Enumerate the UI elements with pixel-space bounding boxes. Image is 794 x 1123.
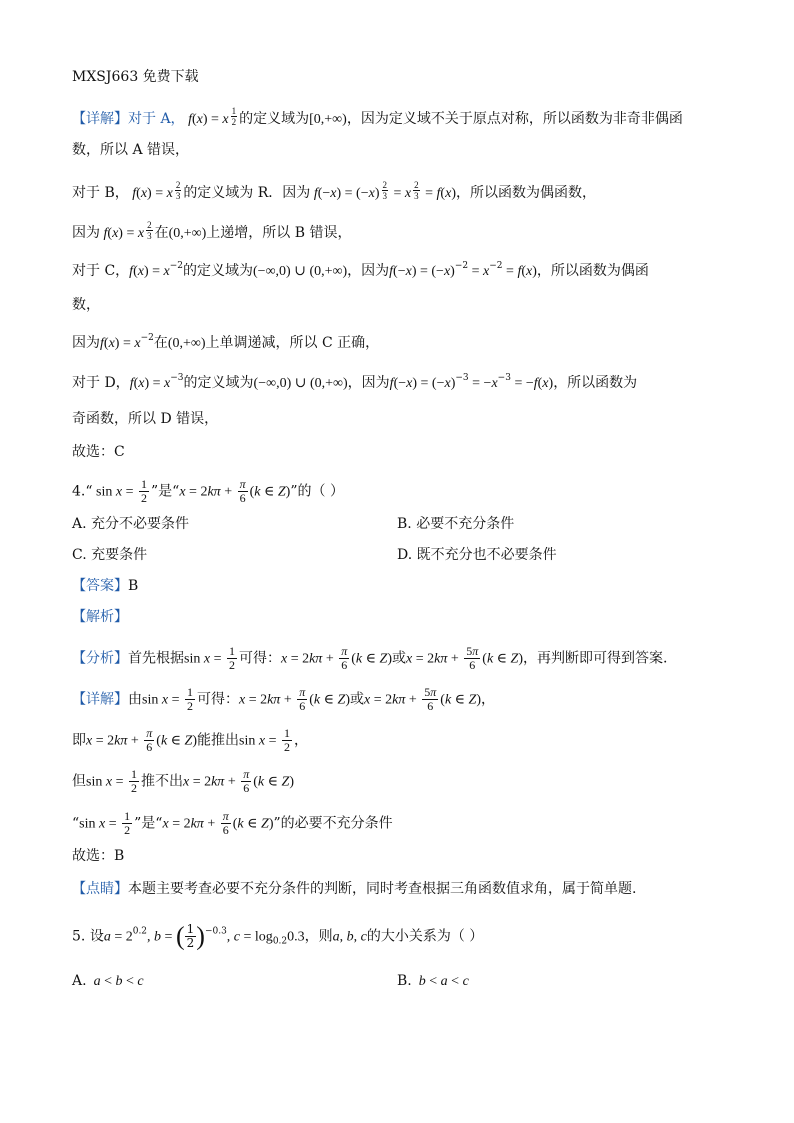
q4-option-a[interactable]: A. 充分不必要条件 (72, 516, 190, 532)
q4-fenxi: 【分析】首先根据sin x = $\frac{1}{2}$ 可得：x = 2kπ + $\frac{\pi}{6}$ (k ∈ Z)或x = 2kπ + $\frac{5\pi}{6}$ (k ∈ Z)，再判断即可得到答案. (72, 644, 668, 672)
q4-option-d[interactable]: D. 既不充分也不必要条件 (397, 547, 557, 563)
q4-answer: 【答案】B (72, 578, 139, 594)
detail-line-7: 因为$f(x) = x^{-2}$在(0,+∞)上单调递减，所以 C 正确， (72, 333, 380, 351)
q5-option-a[interactable]: A. a < b < c (72, 973, 144, 989)
detail-line-8: 对于 D，$f(x) = x^{-3}$的定义域为(−∞,0) ∪ (0,+∞)，因为$f(-x) = (-x)^{-3} = -x^{-3} = -f(x)$，所以函数为 (72, 373, 638, 391)
q4-stem: 4.“ sin x = $\frac{1}{2}$ ”是“x = 2kπ + $\frac{\pi}{6}$ (k ∈ Z)”的（ ） (72, 477, 344, 505)
q4-option-c[interactable]: C. 充要条件 (72, 547, 148, 563)
q4-xiangjie: 【详解】由sin x = $\frac{1}{2}$ 可得：x = 2kπ + $\frac{\pi}{6}$ (k ∈ Z)或x = 2kπ + $\frac{5\pi}{6}$ (k ∈ Z)， (72, 685, 495, 713)
detail-line-4: 因为 f(x) = x $\frac{2}{3}$ 在(0,+∞)上递增，所以 B 错误， (72, 220, 352, 241)
q5-stem: 5. 设$a = 2^{0.2}$, b = ( $\frac{1}{2}$ )$^{-0.3}$, $c = \log_{0.2}0.3$，则a, b, c的大小关系为（ ） (72, 921, 484, 951)
header-watermark: MXSJ663 免费下载 (72, 69, 199, 85)
detail-line-10: 故选：C (72, 444, 125, 460)
detail-line-5: 对于 C，$f(x) = x^{-2}$的定义域为(−∞,0) ∪ (0,+∞)，因为$f(-x) = (-x)^{-2} = x^{-2} = f(x)$，所以函数为偶函 (72, 261, 649, 279)
q4-choose: 故选：B (72, 848, 125, 864)
detail-line-2: 数，所以 A 错误， (72, 142, 190, 158)
detail-line-6: 数， (72, 297, 100, 313)
detail-line-1: 【详解】对于 A， f(x) = x $\frac{1}{2}$ 的定义域为[0,+∞)，因为定义域不关于原点对称，所以函数为非奇非偶函 (72, 106, 683, 127)
q4-ji: 即x = 2kπ + $\frac{\pi}{6}$ (k ∈ Z)能推出sin x = $\frac{1}{2}$ ， (72, 726, 308, 754)
detail-line-9: 奇函数，所以 D 错误， (72, 411, 219, 427)
detail-line-3: 对于 B， f(x) = x $\frac{2}{3}$ 的定义域为 R．因为 f(−x) = (−x) $\frac{2}{3}$ = x $\frac{2}{3}$ = f(x)，所以函数为偶函数， (72, 180, 596, 201)
q4-conclusion: “sin x = $\frac{1}{2}$ ”是“x = 2kπ + $\frac{\pi}{6}$ (k ∈ Z)”的必要不充分条件 (72, 809, 393, 837)
q4-dan: 但sin x = $\frac{1}{2}$ 推不出x = 2kπ + $\frac{\pi}{6}$ (k ∈ Z) (72, 767, 294, 795)
q4-dianjing: 【点睛】本题主要考查必要不充分条件的判断，同时考查根据三角函数值求角，属于简单题. (72, 881, 637, 897)
q5-option-b[interactable]: B. b < a < c (397, 973, 469, 989)
q4-analysis-tag: 【解析】 (72, 609, 128, 625)
q4-option-b[interactable]: B. 必要不充分条件 (397, 516, 515, 532)
